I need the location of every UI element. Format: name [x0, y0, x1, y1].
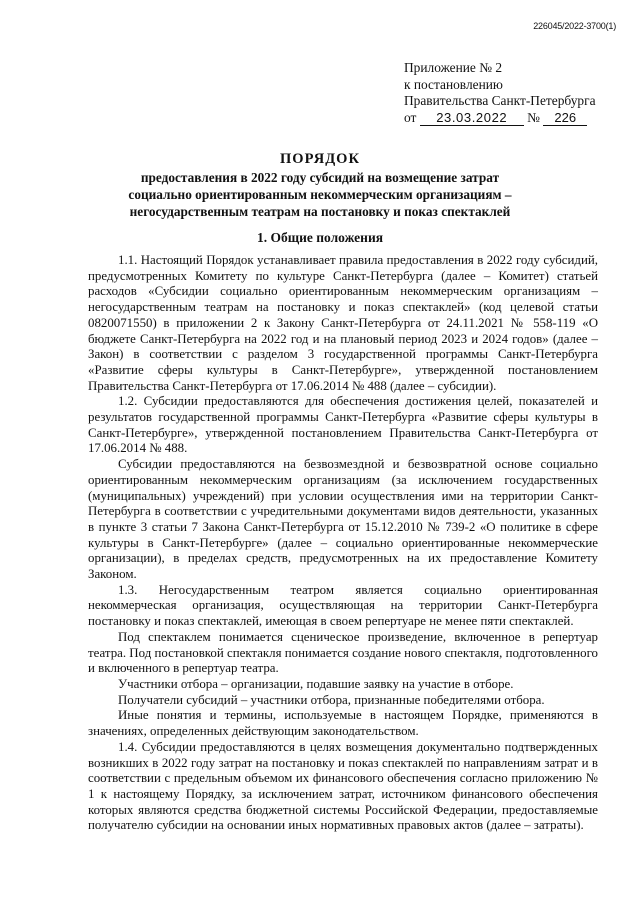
- paragraph: Получатели субсидий – участники отбора, признанные победителями отбора.: [118, 692, 545, 707]
- title-line-1: предоставления в 2022 году субсидий на возмещение затрат: [140, 170, 500, 185]
- paragraph: Участники отбора – организации, подавшие заявку на участие в отборе.: [118, 676, 514, 691]
- paragraph: 1.3. Негосударственным театром является социально ориентированная некоммерческая организация, осуществляющая на территории Санкт-Петербурга постановку и показ спектаклей, имеющая в своем репертуаре не менее пяти спектаклей.: [88, 582, 598, 629]
- body-text: [88, 253, 598, 834]
- appendix-date-line: [404, 110, 614, 127]
- appendix-date: 23.03.2022: [420, 111, 524, 126]
- appendix-block: [404, 60, 614, 126]
- appendix-number: 226: [543, 111, 587, 126]
- title-line-3: негосударственным театрам на постановку и показ спектаклей: [129, 204, 511, 219]
- paragraph: 1.1. Настоящий Порядок устанавливает правила предоставления в 2022 году субсидий, предусмотренных Комитету по культуре Санкт-Петербурга (далее – Комитет) статьей расходов «Субсидии социально ориентированным некоммерческим организациям – негосударственным театрам на постановку и показ спектаклей» (код целевой статьи 0820071550) в приложении 2 к Закону Санкт-Петербурга от 24.11.2021 № 558-119 «О бюджете Санкт-Петербурга на 2022 год и на плановый период 2023 и 2024 годов» (далее – Закон) в соответствии с разделом 3 государственной программы Санкт-Петербурга «Развитие сферы культуры в Санкт-Петербурге», утвержденной постановлением Правительства Санкт-Петербурга от 17.06.2014 № 488 (далее – субсидии).: [88, 253, 598, 393]
- number-prefix: №: [527, 109, 540, 125]
- title-main: ПОРЯДОК: [280, 151, 360, 167]
- document-id: 226045/2022-3700(1): [533, 21, 616, 31]
- title-line-2: социально ориентированным некоммерческим организациям –: [128, 187, 512, 202]
- paragraph: 1.2. Субсидии предоставляются для обеспечения достижения целей, показателей и результатов государственной программы Санкт-Петербурга «Развитие сферы культуры в Санкт-Петербурге», утвержденной постановлением Правительства Санкт-Петербурга от 17.06.2014 № 488.: [88, 394, 598, 456]
- paragraph: Иные понятия и термины, используемые в настоящем Порядке, применяются в значениях, определенных действующим законодательством.: [88, 708, 598, 739]
- date-prefix: от: [404, 109, 417, 125]
- appendix-line-3: Правительства Санкт-Петербурга: [404, 93, 596, 108]
- paragraph: 1.4. Субсидии предоставляются в целях возмещения документально подтвержденных возникших в 2022 году затрат на постановку и показ спектаклей по направлениям затрат и в соответствии с предельным объемом их финансового обеспечения согласно приложению № 1 к настоящему Порядку, за исключением затрат, источником финансового обеспечения которых являются средства бюджетной системы Российской Федерации, предоставляемые получателю субсидии на основании иных нормативных правовых актов (далее – затраты).: [88, 739, 598, 833]
- section-title: 1. Общие положения: [256, 230, 384, 245]
- document-title: [0, 149, 640, 220]
- paragraph: Под спектаклем понимается сценическое произведение, включенное в репертуар театра. Под постановкой спектакля понимается создание нового спектакля, подготовленного и включенного в репертуар театра.: [88, 629, 598, 676]
- paragraph: Субсидии предоставляются на безвозмездной и безвозвратной основе социально ориентированным некоммерческим организациям (за исключением государственных (муниципальных) учреждений) при условии осуществления ими на территории Санкт-Петербурга в соответствии с учредительными документами видов деятельности, указанных в пункте 3 статьи 7 Закона Санкт-Петербурга от 15.12.2010 № 739-2 «О политике в сфере культуры в Санкт-Петербурге» (далее – социально ориентированные некоммерческие организации), в пределах средств, предусмотренных на их предоставление Комитету Законом.: [88, 457, 598, 582]
- appendix-line-2: к постановлению: [404, 76, 503, 92]
- appendix-line-1: Приложение № 2: [404, 60, 503, 75]
